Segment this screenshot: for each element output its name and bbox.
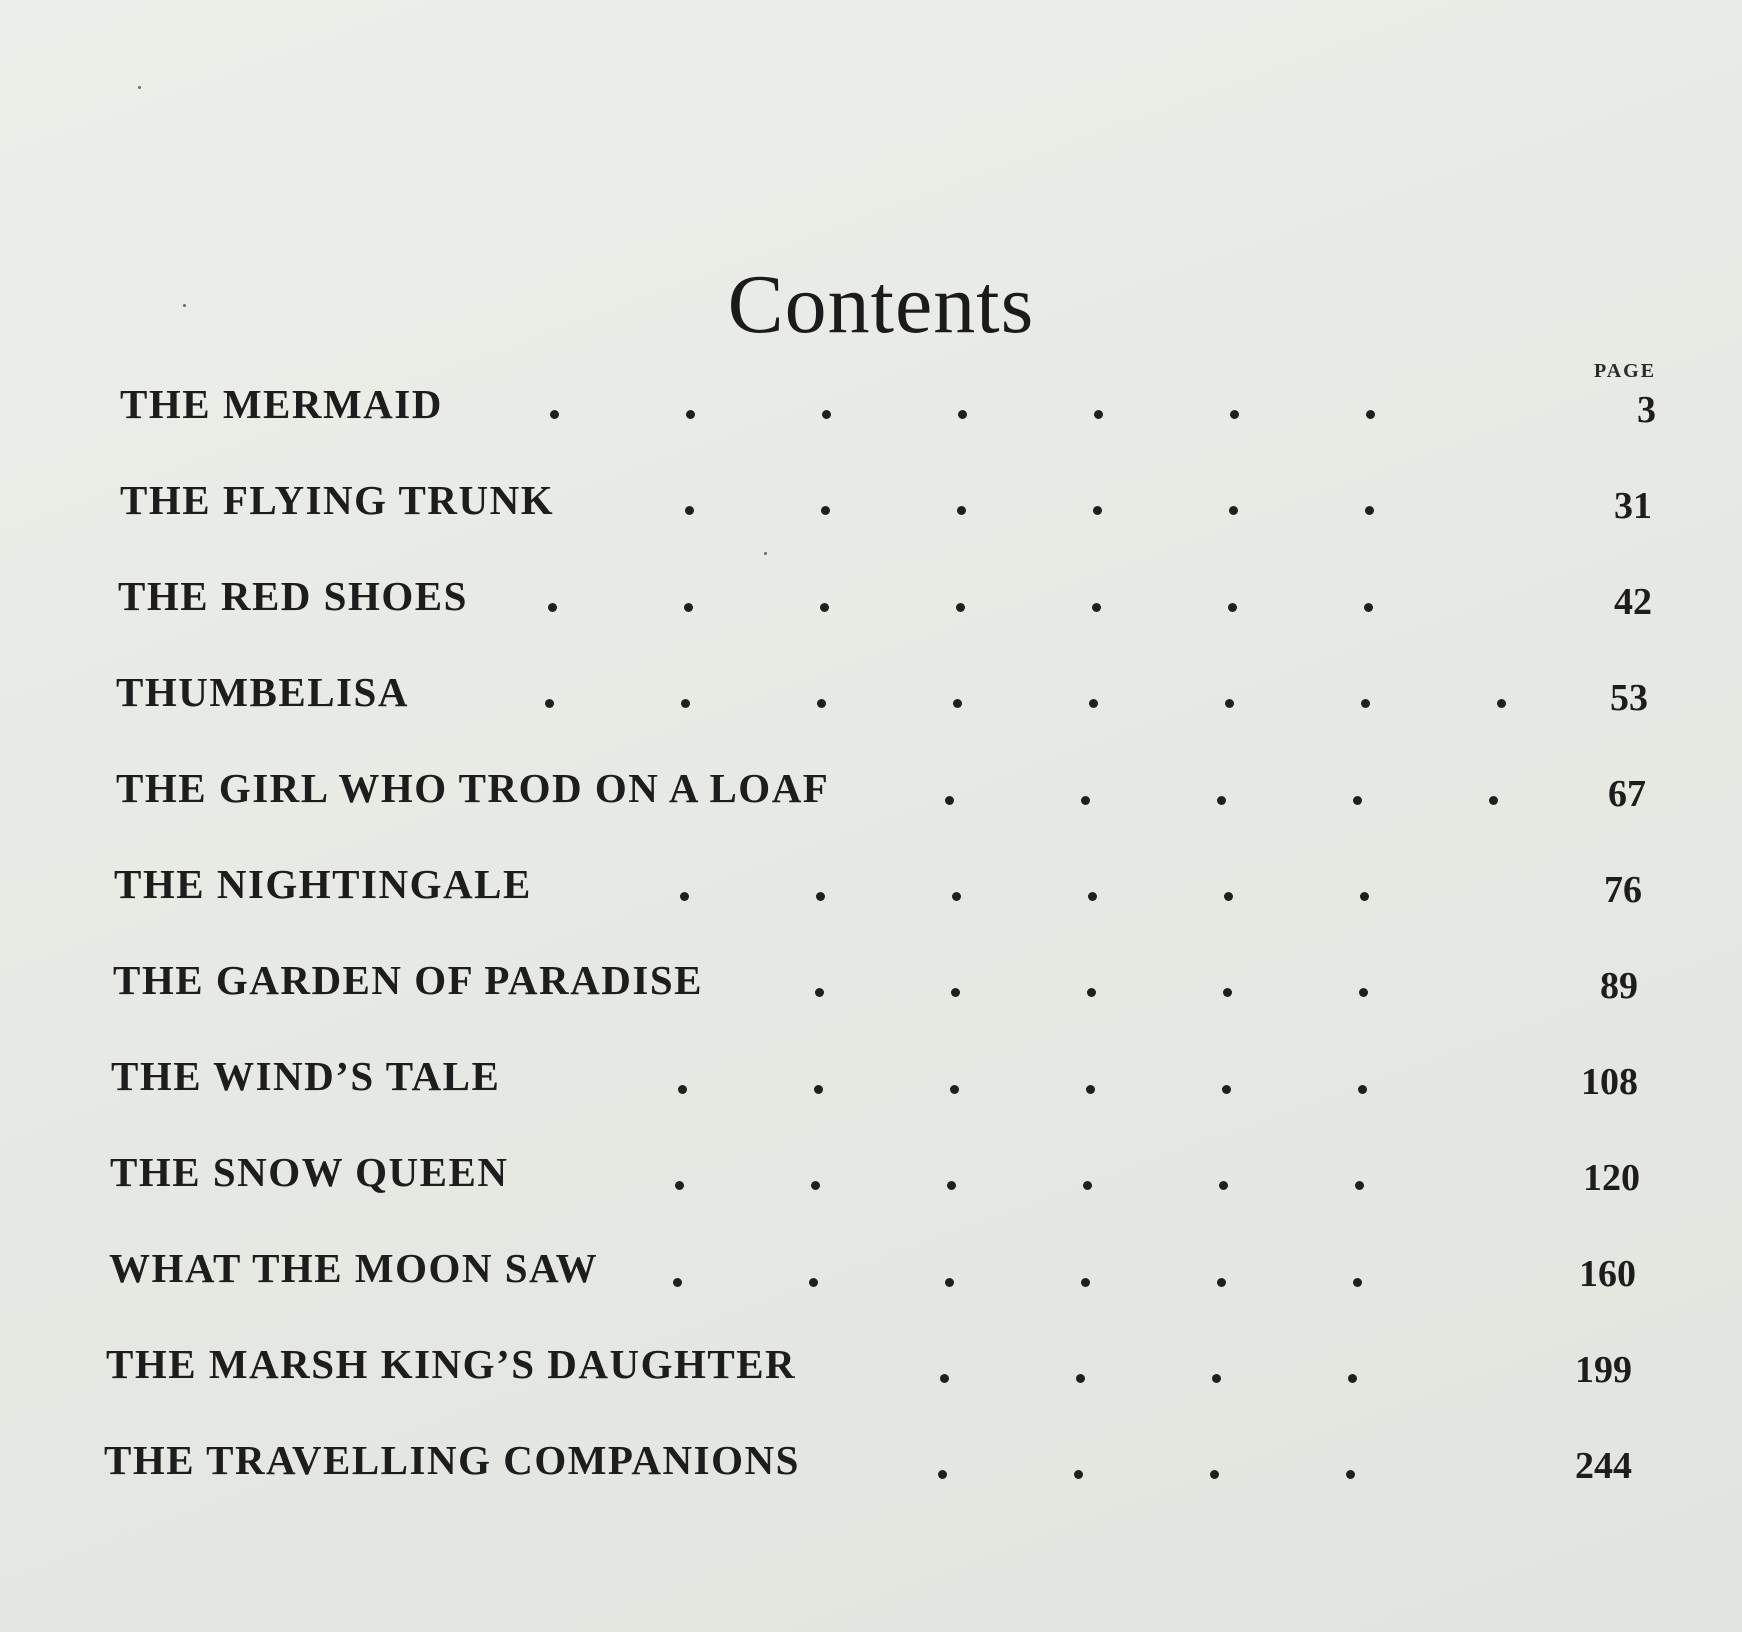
leader-dot	[673, 1278, 682, 1287]
toc-entry	[0, 956, 1742, 1016]
toc-page-number: 53	[1610, 677, 1648, 719]
toc-page-number: 67	[1608, 773, 1646, 815]
leader-dot	[1225, 699, 1234, 708]
leader-dot	[1353, 796, 1362, 805]
leader-dot	[947, 1181, 956, 1190]
toc-entry-title: THUMBELISA	[116, 669, 409, 715]
leader-dot	[1217, 796, 1226, 805]
toc-page-number: 160	[1579, 1253, 1636, 1295]
leader-dot	[1094, 410, 1103, 419]
leader-dot	[1364, 603, 1373, 612]
leader-dot	[1497, 699, 1506, 708]
leader-dot	[1353, 1278, 1362, 1287]
leader-dot	[953, 699, 962, 708]
leader-dot	[1230, 410, 1239, 419]
leader-dot	[820, 603, 829, 612]
toc-entry	[0, 1244, 1742, 1304]
leader-dot	[1093, 506, 1102, 515]
leader-dot	[1092, 603, 1101, 612]
toc-entry-title: THE MERMAID	[120, 381, 443, 427]
leader-dot	[680, 892, 689, 901]
page-column-label: PAGE	[1594, 360, 1657, 382]
dot-leaders	[0, 1148, 1742, 1208]
toc-entry-title: THE RED SHOES	[118, 573, 468, 619]
toc-page-number: 3	[1637, 389, 1656, 431]
leader-dot	[1210, 1470, 1219, 1479]
leader-dot	[1359, 988, 1368, 997]
dot-leaders	[0, 1340, 1742, 1400]
dot-leaders	[0, 1436, 1742, 1496]
toc-page-number: 42	[1614, 581, 1652, 623]
toc-entry-title: THE FLYING TRUNK	[120, 477, 555, 523]
dot-leaders	[0, 668, 1742, 728]
leader-dot	[951, 988, 960, 997]
leader-dot	[1224, 892, 1233, 901]
leader-dot	[1360, 892, 1369, 901]
leader-dot	[811, 1181, 820, 1190]
leader-dot	[809, 1278, 818, 1287]
toc-entry	[0, 1436, 1742, 1496]
leader-dot	[685, 506, 694, 515]
leader-dot	[686, 410, 695, 419]
leader-dot	[1083, 1181, 1092, 1190]
leader-dot	[1081, 1278, 1090, 1287]
dot-leaders	[0, 572, 1742, 632]
toc-entry	[0, 1052, 1742, 1112]
leader-dot	[1086, 1085, 1095, 1094]
toc-entry-title: THE GIRL WHO TROD ON A LOAF	[116, 765, 830, 811]
dot-leaders	[0, 860, 1742, 920]
dot-leaders	[0, 764, 1742, 824]
dot-leaders	[0, 476, 1742, 536]
toc-entry	[0, 1340, 1742, 1400]
page-title: Contents	[727, 258, 1035, 352]
leader-dot	[952, 892, 961, 901]
leader-dot	[1217, 1278, 1226, 1287]
leader-dot	[956, 603, 965, 612]
paper-speck	[764, 552, 767, 555]
leader-dot	[817, 699, 826, 708]
toc-page-number: 108	[1581, 1061, 1638, 1103]
leader-dot	[1212, 1374, 1221, 1383]
toc-page-number: 31	[1614, 485, 1652, 527]
toc-entry-title: THE GARDEN OF PARADISE	[113, 957, 703, 1003]
toc-page-number: 76	[1604, 869, 1642, 911]
toc-page-number: 244	[1575, 1445, 1632, 1487]
leader-dot	[678, 1085, 687, 1094]
leader-dot	[822, 410, 831, 419]
leader-dot	[1223, 988, 1232, 997]
leader-dot	[684, 603, 693, 612]
leader-dot	[1366, 410, 1375, 419]
leader-dot	[1087, 988, 1096, 997]
leader-dot	[1089, 699, 1098, 708]
toc-entry-title: THE WIND’S TALE	[111, 1053, 501, 1099]
toc-page-number: 120	[1583, 1157, 1640, 1199]
leader-dot	[938, 1470, 947, 1479]
leader-dot	[945, 796, 954, 805]
toc-entry-title: THE SNOW QUEEN	[110, 1149, 509, 1195]
leader-dot	[1365, 506, 1374, 515]
leader-dot	[1229, 506, 1238, 515]
toc-entry	[0, 1148, 1742, 1208]
toc-entry-title: THE MARSH KING’S DAUGHTER	[106, 1341, 797, 1387]
leader-dot	[1355, 1181, 1364, 1190]
leader-dot	[1219, 1181, 1228, 1190]
toc-entry	[0, 572, 1742, 632]
leader-dot	[545, 699, 554, 708]
toc-page-number: 199	[1575, 1349, 1632, 1391]
dot-leaders	[0, 1052, 1742, 1112]
toc-entry	[0, 668, 1742, 728]
toc-entry-title: WHAT THE MOON SAW	[109, 1245, 599, 1291]
leader-dot	[957, 506, 966, 515]
toc-entry-title: THE TRAVELLING COMPANIONS	[104, 1437, 800, 1483]
leader-dot	[1358, 1085, 1367, 1094]
leader-dot	[675, 1181, 684, 1190]
leader-dot	[950, 1085, 959, 1094]
leader-dot	[1081, 796, 1090, 805]
leader-dot	[940, 1374, 949, 1383]
leader-dot	[1088, 892, 1097, 901]
leader-dot	[945, 1278, 954, 1287]
leader-dot	[815, 988, 824, 997]
toc-entry-title: THE NIGHTINGALE	[114, 861, 532, 907]
leader-dot	[814, 1085, 823, 1094]
dot-leaders	[0, 1244, 1742, 1304]
leader-dot	[1489, 796, 1498, 805]
leader-dot	[1361, 699, 1370, 708]
dot-leaders	[0, 380, 1742, 440]
toc-entry	[0, 476, 1742, 536]
dot-leaders	[0, 956, 1742, 1016]
leader-dot	[1346, 1470, 1355, 1479]
toc-entry	[0, 860, 1742, 920]
toc-entry	[0, 380, 1742, 440]
leader-dot	[550, 410, 559, 419]
toc-entry	[0, 764, 1742, 824]
leader-dot	[958, 410, 967, 419]
leader-dot	[816, 892, 825, 901]
leader-dot	[1228, 603, 1237, 612]
paper-speck	[138, 86, 141, 89]
leader-dot	[1348, 1374, 1357, 1383]
leader-dot	[548, 603, 557, 612]
leader-dot	[1076, 1374, 1085, 1383]
leader-dot	[821, 506, 830, 515]
leader-dot	[1074, 1470, 1083, 1479]
leader-dot	[1222, 1085, 1231, 1094]
leader-dot	[681, 699, 690, 708]
toc-page-number: 89	[1600, 965, 1638, 1007]
